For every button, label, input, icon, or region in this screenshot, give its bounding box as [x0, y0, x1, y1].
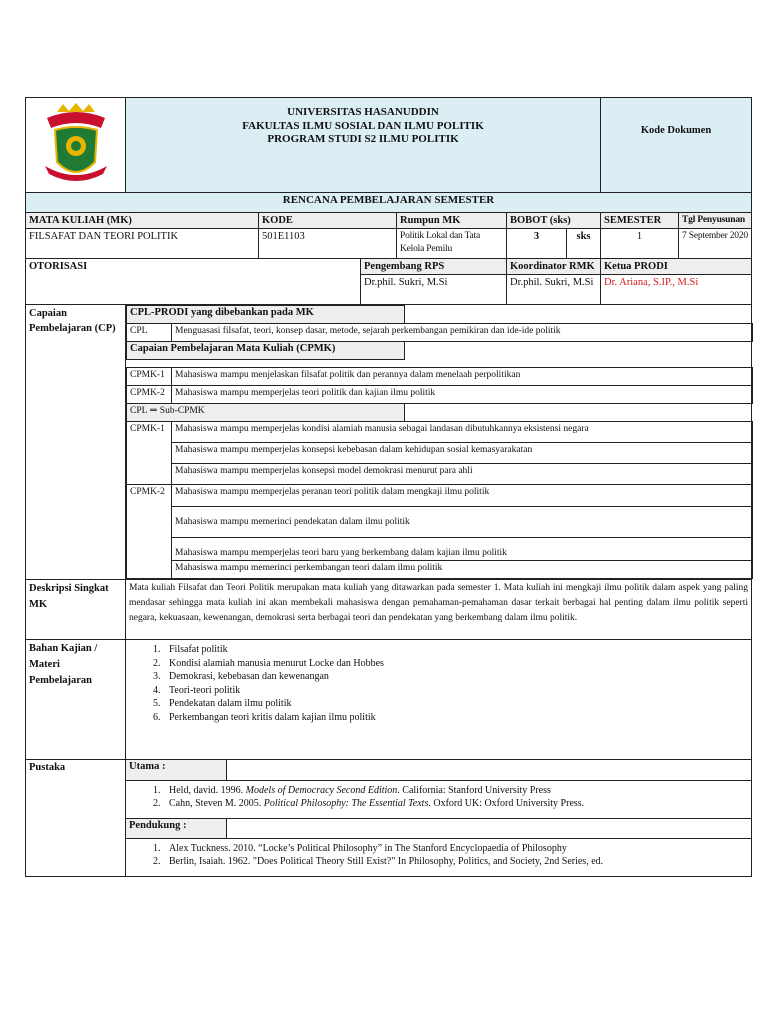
pustaka-inner-table	[126, 760, 752, 876]
list-item: 1. Alex Tuckness. 2010. “Locke’s Political Philosophy” in The Stanford Encyclopaedia of Philosophy	[163, 842, 749, 856]
mk-label: MATA KULIAH (MK)	[26, 213, 259, 229]
bobot-label: BOBOT (sks)	[507, 213, 601, 229]
bahan-label: Bahan Kajian / Materi Pembelajaran	[26, 640, 126, 760]
list-item: 5. Pendekatan dalam ilmu politik	[163, 697, 748, 711]
koordinator-label: Koordinator RMK	[507, 259, 601, 275]
sub-cpmk-text: Mahasiswa mampu memperjelas teori baru yang berkembang dalam kajian ilmu politik	[172, 538, 753, 561]
list-item: 6. Perkembangan teori kritis dalam kajian ilmu politik	[163, 711, 748, 725]
tgl-label: Tgl Penyusunan	[679, 213, 752, 229]
ketua-label: Ketua PRODI	[601, 259, 752, 275]
pendukung-list-cell	[126, 838, 752, 876]
rps-title: RENCANA PEMBELAJARAN SEMESTER	[26, 193, 752, 213]
capaian-inner-table	[126, 305, 753, 579]
list-item: 2. Berlin, Isaiah. 1962. "Does Political Theory Still Exist?" In Philosophy, Politics, and Society, 2nd Series, ed.	[163, 855, 749, 869]
program-name: PROGRAM STUDI S2 ILMU POLITIK	[267, 133, 459, 145]
utama-list	[129, 784, 749, 811]
sub-cpmk-label: CPL ⇒ Sub-CPMK	[127, 404, 405, 422]
list-item: 2. Kondisi alamiah manusia menurut Locke dan Hobbes	[163, 657, 748, 671]
list-item: 4. Teori-teori politik	[163, 684, 748, 698]
cpmk-label: Capaian Pembelajaran Mata Kuliah (CPMK)	[127, 342, 405, 360]
course-bobot: 3	[507, 229, 567, 259]
capaian-content	[126, 305, 752, 580]
pengembang-value: Dr.phil. Sukri, M.Si	[361, 275, 507, 305]
deskripsi-text: Mata kuliah Filsafat dan Teori Politik merupakan mata kuliah yang ditawarkan pada semester 1. Mata kuliah ini mengkaji ilmu politik dalam aspek yang paling mendasar sehingga mata kuliah ini akan membekali mahasiswa dengan pemahaman-pemahaman dasar terkait berbagai hal penting dalam ilmu politik seperti negara, kekuasaan, kewenangan, demokrasi serta berbagai teori dan pendekatan yang berkembang dalam ilmu politik.	[126, 580, 752, 640]
rps-document	[25, 97, 751, 877]
course-semester: 1	[601, 229, 679, 259]
sub-cpmk-text: Mahasiswa mampu memperjelas kondisi alamiah manusia sebagai landasan dibutuhkannya eksistensi negara	[172, 422, 753, 443]
course-name: FILSAFAT DAN TEORI POLITIK	[26, 229, 259, 259]
cpmk-text: Mahasiswa mampu menjelaskan filsafat politik dan perannya dalam menelaah perpolitikan	[172, 368, 753, 386]
bahan-list	[129, 643, 748, 724]
course-date: 7 September 2020	[679, 229, 752, 259]
cpmk-code: CPMK-2	[127, 386, 172, 404]
sub-cpmk-code: CPMK-1	[127, 422, 172, 485]
cpmk-code: CPMK-1	[127, 368, 172, 386]
cpl-code: CPL	[127, 324, 172, 342]
rps-table	[25, 97, 752, 877]
university-name: UNIVERSITAS HASANUDDIN	[287, 106, 439, 118]
pengembang-label: Pengembang RPS	[361, 259, 507, 275]
course-rumpun: Politik Lokal dan Tata Kelola Pemilu	[397, 229, 507, 259]
utama-list-cell	[126, 780, 752, 818]
pustaka-label: Pustaka	[26, 760, 126, 877]
list-item: 3. Demokrasi, kebebasan dan kewenangan	[163, 670, 748, 684]
utama-label: Utama :	[126, 760, 226, 780]
kode-label: KODE	[259, 213, 397, 229]
cpmk-text: Mahasiswa mampu memperjelas teori politik dan kajian ilmu politik	[172, 386, 753, 404]
capaian-label: Capaian Pembelajaran (CP)	[26, 305, 126, 580]
sub-cpmk-text: Mahasiswa mampu memerinci pendekatan dalam ilmu politik	[172, 507, 753, 538]
deskripsi-label: Deskripsi Singkat MK	[26, 580, 126, 640]
university-logo-icon	[43, 102, 109, 184]
sub-cpmk-text: Mahasiswa mampu memperjelas peranan teori politik dalam mengkaji ilmu politik	[172, 485, 753, 507]
semester-label: SEMESTER	[601, 213, 679, 229]
course-sks: sks	[567, 229, 601, 259]
cpl-prodi-label: CPL-PRODI yang dibebankan pada MK	[127, 306, 405, 324]
sub-cpmk-code: CPMK-2	[127, 485, 172, 579]
list-item: 2. Cahn, Steven M. 2005. Political Philosophy: The Essential Texts. Oxford UK: Oxford University Press.	[163, 797, 749, 811]
course-code: 501E1103	[259, 229, 397, 259]
list-item: 1. Filsafat politik	[163, 643, 748, 657]
sub-cpmk-text: Mahasiswa mampu memperjelas konsepsi kebebasan dalam kehidupan sosial kemasyarakatan	[172, 443, 753, 464]
ketua-value: Dr. Ariana, S.IP., M.Si	[601, 275, 752, 305]
logo-cell	[26, 98, 126, 193]
header-title-block	[126, 98, 601, 193]
pendukung-label: Pendukung :	[126, 818, 226, 838]
sub-cpmk-text: Mahasiswa mampu memerinci perkembangan teori dalam ilmu politik	[172, 561, 753, 579]
list-item: 1. Held, david. 1996. Models of Democracy Second Edition. California: Stanford University Press	[163, 784, 749, 798]
koordinator-value: Dr.phil. Sukri, M.Si	[507, 275, 601, 305]
cpl-text: Menguasasi filsafat, teori, konsep dasar, metode, sejarah perkembangan pemikiran dan ide-ide politik	[172, 324, 753, 342]
sub-cpmk-text: Mahasiswa mampu memperjelas konsepsi model demokrasi menurut para ahli	[172, 464, 753, 485]
rumpun-label: Rumpun MK	[397, 213, 507, 229]
faculty-name: FAKULTAS ILMU SOSIAL DAN ILMU POLITIK	[242, 119, 484, 132]
pendukung-list	[129, 842, 749, 869]
pustaka-content	[126, 760, 752, 877]
doc-code-label: Kode Dokumen	[601, 98, 752, 193]
otorisasi-label: OTORISASI	[26, 259, 361, 305]
bahan-content	[126, 640, 752, 760]
